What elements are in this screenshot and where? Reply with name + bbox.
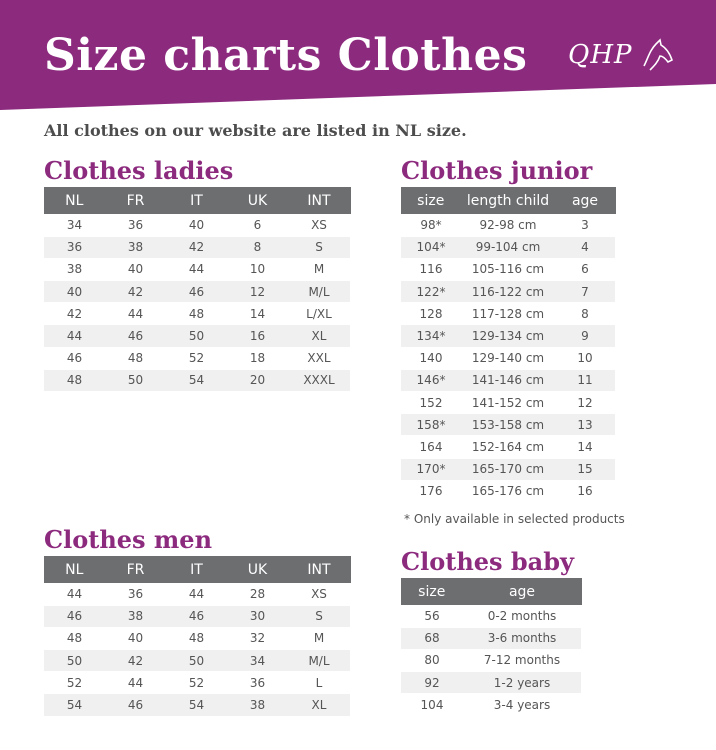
qhp-logo (568, 36, 676, 76)
table-cell: 14 (227, 303, 288, 325)
table-cell: XXL (288, 347, 350, 369)
table-cell: 38 (227, 694, 288, 716)
table-cell: 50 (105, 369, 166, 391)
table-cell: 54 (44, 694, 105, 716)
column-header: length child (461, 187, 555, 214)
table-cell: 117-128 cm (461, 303, 555, 325)
table-cell: XL (288, 325, 350, 347)
table-row (44, 258, 350, 280)
table-cell: 158* (401, 414, 461, 436)
table-row (44, 325, 350, 347)
table-cell: 68 (401, 627, 463, 649)
table-row (401, 672, 581, 694)
table-row (401, 236, 615, 258)
table-cell: M (288, 627, 350, 649)
table-cell: 48 (105, 347, 166, 369)
table-cell: XS (288, 214, 350, 236)
table-cell: 15 (555, 458, 615, 480)
table-cell: 116 (401, 258, 461, 280)
table-cell: 54 (166, 694, 227, 716)
table-cell: L/XL (288, 303, 350, 325)
table-row (44, 672, 350, 694)
table-cell: 152 (401, 392, 461, 414)
men-size-table (44, 556, 351, 717)
table-cell: 105-116 cm (461, 258, 555, 280)
table-cell: 104* (401, 236, 461, 258)
table-cell: 4 (555, 236, 615, 258)
table-cell: 128 (401, 303, 461, 325)
table-cell: 32 (227, 627, 288, 649)
table-row (44, 347, 350, 369)
table-cell: 40 (44, 281, 105, 303)
table-cell: 116-122 cm (461, 281, 555, 303)
table-cell: 42 (105, 650, 166, 672)
table-cell: M/L (288, 281, 350, 303)
table-row (401, 325, 615, 347)
table-cell: 10 (555, 347, 615, 369)
table-cell: 6 (227, 214, 288, 236)
table-cell: 56 (401, 605, 463, 627)
table-cell: 152-164 cm (461, 436, 555, 458)
table-cell: 52 (166, 672, 227, 694)
ladies-size-table (44, 187, 351, 392)
table-cell: 153-158 cm (461, 414, 555, 436)
table-cell: 34 (44, 214, 105, 236)
column-header: NL (44, 556, 105, 583)
table-row (401, 627, 581, 649)
table-row (44, 605, 350, 627)
junior-title: Clothes junior (401, 156, 593, 185)
table-cell: 14 (555, 436, 615, 458)
table-cell: 10 (227, 258, 288, 280)
table-cell: 40 (166, 214, 227, 236)
table-row (401, 605, 581, 627)
table-cell: 146* (401, 369, 461, 391)
table-cell: 12 (555, 392, 615, 414)
column-header: UK (227, 187, 288, 214)
table-cell: 46 (166, 605, 227, 627)
table-cell: 164 (401, 436, 461, 458)
table-cell: M/L (288, 650, 350, 672)
table-cell: 134* (401, 325, 461, 347)
table-cell: 16 (227, 325, 288, 347)
table-cell: 38 (44, 258, 105, 280)
table-cell: 3-6 months (463, 627, 581, 649)
table-cell: 38 (105, 605, 166, 627)
table-row (401, 214, 615, 236)
table-row (44, 369, 350, 391)
table-cell: 36 (44, 236, 105, 258)
table-cell: 44 (105, 672, 166, 694)
men-title: Clothes men (44, 525, 213, 554)
table-cell: 44 (166, 583, 227, 605)
table-cell: 36 (105, 214, 166, 236)
table-cell: 92 (401, 672, 463, 694)
table-cell: 28 (227, 583, 288, 605)
table-row (401, 347, 615, 369)
column-header: INT (288, 556, 350, 583)
table-cell: 92-98 cm (461, 214, 555, 236)
table-row (44, 281, 350, 303)
table-cell: 48 (44, 369, 105, 391)
table-cell: 44 (44, 583, 105, 605)
table-cell: 36 (227, 672, 288, 694)
column-header: age (463, 578, 581, 605)
table-cell: 170* (401, 458, 461, 480)
column-header: size (401, 187, 461, 214)
ladies-title: Clothes ladies (44, 156, 234, 185)
table-row (44, 236, 350, 258)
page-title: Size charts Clothes (44, 30, 528, 81)
table-cell: 3 (555, 214, 615, 236)
table-row (401, 414, 615, 436)
table-cell: 9 (555, 325, 615, 347)
table-cell: XXXL (288, 369, 350, 391)
table-row (401, 392, 615, 414)
table-row (401, 458, 615, 480)
table-cell: 12 (227, 281, 288, 303)
table-cell: 48 (166, 627, 227, 649)
table-cell: 129-140 cm (461, 347, 555, 369)
column-header: FR (105, 187, 166, 214)
availability-footnote: * Only available in selected products (404, 512, 625, 526)
table-row (44, 214, 350, 236)
table-cell: 141-152 cm (461, 392, 555, 414)
table-row (401, 258, 615, 280)
table-cell: 46 (166, 281, 227, 303)
baby-title: Clothes baby (401, 547, 574, 576)
table-row (44, 583, 350, 605)
table-cell: 46 (105, 694, 166, 716)
table-row (44, 627, 350, 649)
table-cell: 40 (105, 627, 166, 649)
column-header: FR (105, 556, 166, 583)
table-row (44, 694, 350, 716)
table-cell: XS (288, 583, 350, 605)
table-cell: 165-176 cm (461, 480, 555, 502)
table-cell: 42 (166, 236, 227, 258)
table-cell: XL (288, 694, 350, 716)
table-cell: 176 (401, 480, 461, 502)
table-header-row (44, 187, 350, 214)
table-cell: 52 (44, 672, 105, 694)
table-cell: 6 (555, 258, 615, 280)
header-banner (0, 0, 716, 112)
table-row (401, 303, 615, 325)
table-cell: 50 (166, 650, 227, 672)
table-cell: 44 (105, 303, 166, 325)
table-row (401, 649, 581, 671)
table-cell: 48 (44, 627, 105, 649)
column-header: size (401, 578, 463, 605)
table-cell: 7 (555, 281, 615, 303)
column-header: IT (166, 187, 227, 214)
table-row (401, 480, 615, 502)
table-cell: 8 (555, 303, 615, 325)
table-cell: S (288, 605, 350, 627)
table-cell: 7-12 months (463, 649, 581, 671)
table-cell: 165-170 cm (461, 458, 555, 480)
logo-text: QHP (568, 40, 633, 70)
table-row (401, 436, 615, 458)
table-cell: 36 (105, 583, 166, 605)
table-cell: 1-2 years (463, 672, 581, 694)
column-header: INT (288, 187, 350, 214)
table-cell: 30 (227, 605, 288, 627)
table-cell: 18 (227, 347, 288, 369)
table-cell: 0-2 months (463, 605, 581, 627)
column-header: NL (44, 187, 105, 214)
table-cell: 46 (44, 347, 105, 369)
horse-head-icon (568, 36, 676, 76)
table-cell: 46 (44, 605, 105, 627)
column-header: age (555, 187, 615, 214)
table-cell: 99-104 cm (461, 236, 555, 258)
table-row (401, 281, 615, 303)
table-cell: 141-146 cm (461, 369, 555, 391)
table-cell: 52 (166, 347, 227, 369)
table-cell: 8 (227, 236, 288, 258)
column-header: UK (227, 556, 288, 583)
table-cell: M (288, 258, 350, 280)
column-header: IT (166, 556, 227, 583)
table-cell: 129-134 cm (461, 325, 555, 347)
intro-text: All clothes on our website are listed in NL size. (44, 121, 467, 140)
table-cell: 42 (105, 281, 166, 303)
table-row (44, 650, 350, 672)
table-header-row (401, 187, 615, 214)
table-cell: 44 (166, 258, 227, 280)
table-cell: 3-4 years (463, 694, 581, 716)
table-cell: 34 (227, 650, 288, 672)
table-cell: 40 (105, 258, 166, 280)
table-cell: 98* (401, 214, 461, 236)
table-cell: 44 (44, 325, 105, 347)
table-header-row (44, 556, 350, 583)
table-cell: 50 (44, 650, 105, 672)
table-cell: S (288, 236, 350, 258)
table-cell: L (288, 672, 350, 694)
junior-size-table (401, 187, 616, 503)
table-row (401, 694, 581, 716)
table-cell: 20 (227, 369, 288, 391)
table-row (44, 303, 350, 325)
table-cell: 13 (555, 414, 615, 436)
table-cell: 46 (105, 325, 166, 347)
table-row (401, 369, 615, 391)
baby-size-table (401, 578, 582, 716)
table-cell: 50 (166, 325, 227, 347)
table-cell: 16 (555, 480, 615, 502)
table-cell: 42 (44, 303, 105, 325)
table-header-row (401, 578, 581, 605)
table-cell: 54 (166, 369, 227, 391)
table-cell: 48 (166, 303, 227, 325)
table-cell: 38 (105, 236, 166, 258)
table-cell: 122* (401, 281, 461, 303)
table-cell: 104 (401, 694, 463, 716)
table-cell: 140 (401, 347, 461, 369)
table-cell: 11 (555, 369, 615, 391)
table-cell: 80 (401, 649, 463, 671)
